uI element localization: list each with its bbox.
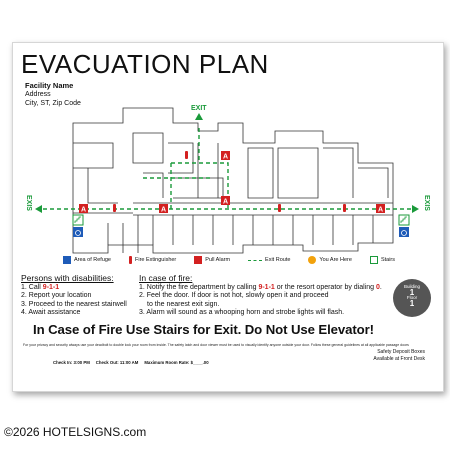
pull-alarm-icon xyxy=(376,204,385,214)
wheelchair-icon xyxy=(399,227,409,237)
wheelchair-icon xyxy=(73,227,83,237)
building-floor-badge: Building 1 Floor 1 xyxy=(393,279,431,317)
legend-area-of-refuge: Area of Refuge xyxy=(63,256,111,264)
facility-city: City, ST, Zip Code xyxy=(25,100,81,107)
fire-extinguisher-icon xyxy=(343,204,346,212)
safety-deposit-note: Safety Deposit Boxes Available at Front Desk xyxy=(373,349,425,362)
pull-alarms xyxy=(79,151,385,214)
svg-text:A: A xyxy=(81,206,87,214)
svg-text:A: A xyxy=(378,206,384,214)
svg-text:A: A xyxy=(161,206,167,214)
exit-label-left: EXIS xyxy=(25,195,32,211)
building-walls xyxy=(73,108,393,253)
fire-extinguisher-icon xyxy=(185,151,188,159)
pull-alarm-icon xyxy=(221,196,230,206)
arrow-up-icon xyxy=(195,113,203,120)
stairs-icon xyxy=(73,215,83,225)
evacuation-sign xyxy=(12,42,444,392)
svg-text:A: A xyxy=(223,153,229,161)
pull-alarm-icon xyxy=(159,204,168,214)
exit-label-right: EXIS xyxy=(423,195,430,211)
exit-route-icon xyxy=(248,260,262,261)
exit-label-top: EXIT xyxy=(191,105,207,112)
fine-print: For your privacy and security always use your deadbolt to double lock your room from inside. The safety latch and door viewer must be used to visually identify anyone outside your door. Follow these general guidelines at all applicable passage doors xyxy=(23,343,409,347)
fire-extinguisher-icon xyxy=(129,256,132,264)
legend xyxy=(63,253,403,267)
disabilities-section: Persons with disabilities: 1. Call 9-1-1 2. Report your location 3. Proceed to the nearest stairwell 4. Await assistance xyxy=(21,273,127,317)
fire-section: In case of fire: 1. Notify the fire department by calling 9-1-1 or the resort operator by dialing 0. 2. Feel the door. If door is not hot, slowly open it and proceed to the nearest exit sign. 3. Alarm will sound as a whooping horn and strobe lights will flash. xyxy=(139,273,382,317)
pull-alarm-icon xyxy=(79,204,88,214)
fire-extinguisher-icon xyxy=(278,204,281,212)
fire-extinguisher-icon xyxy=(113,204,116,212)
pull-alarm-icon xyxy=(194,256,202,264)
copyright: ©2026 HOTELSIGNS.com xyxy=(4,425,147,439)
arrow-left-icon xyxy=(35,205,42,213)
page-title: EVACUATION PLAN xyxy=(21,49,269,79)
stairs-icon xyxy=(370,256,378,264)
legend-fire-extinguisher: Fire Extinguisher xyxy=(129,256,176,264)
legend-exit-route: Exit Route xyxy=(248,257,290,263)
facility-name: Facility Name xyxy=(25,81,74,90)
wheelchair-icon xyxy=(63,256,71,264)
svg-text:A: A xyxy=(223,198,229,206)
legend-pull-alarm: Pull Alarm xyxy=(194,256,230,264)
check-in-out: Check In: 3:00 PM Check Out: 11:00 AM Maximum Room Rate: $____.00 xyxy=(53,360,209,365)
legend-you-are-here: You Are Here xyxy=(308,256,352,264)
pull-alarm-icon xyxy=(221,151,230,161)
you-are-here-icon xyxy=(308,256,316,264)
facility-address: Address xyxy=(25,91,51,98)
stairs-warning-banner: In Case of Fire Use Stairs for Exit. Do Not Use Elevator! xyxy=(33,322,374,337)
fire-heading: In case of fire: xyxy=(139,273,193,283)
disabilities-heading: Persons with disabilities: xyxy=(21,273,114,283)
arrow-right-icon xyxy=(412,205,419,213)
stairs-icon xyxy=(399,215,409,225)
legend-stairs: Stairs xyxy=(370,256,395,264)
